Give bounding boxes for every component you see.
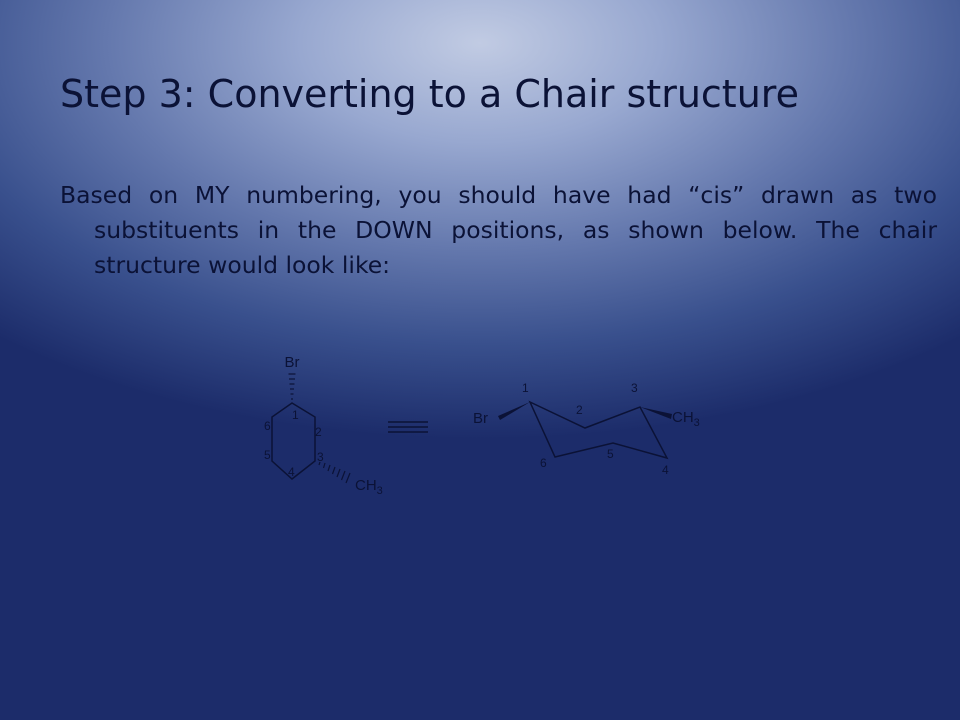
flat-number-5: 5 xyxy=(264,448,271,462)
equivalence-symbol xyxy=(388,422,428,432)
hashed-bond-c1-br xyxy=(289,374,296,399)
wedge-bond-c1-br xyxy=(498,402,530,420)
flat-number-4: 4 xyxy=(288,465,295,479)
chair-br-label: Br xyxy=(473,410,488,427)
chair-number-6: 6 xyxy=(540,456,547,470)
chair-number-5: 5 xyxy=(607,447,614,461)
chair-ch3-label: $CH_3$ xyxy=(672,409,700,429)
slide-title: Step 3: Converting to a Chair structure xyxy=(60,72,799,116)
hashed-bond-c3-ch3 xyxy=(319,462,350,483)
chair-number-1: 1 xyxy=(522,381,529,395)
flat-ch3-label: $CH_3$ xyxy=(355,477,383,497)
flat-ring-structure xyxy=(264,354,383,497)
chemical-structure-diagram xyxy=(235,343,715,503)
flat-number-6: 6 xyxy=(264,419,271,433)
flat-number-1: 1 xyxy=(292,408,299,422)
slide-paragraph: Based on MY numbering, you should have had “cis” drawn as two substituents in the DOWN positions, as shown below. The chair structure would look like: xyxy=(60,181,937,279)
chair-number-2: 2 xyxy=(576,403,583,417)
flat-br-label: Br xyxy=(284,354,300,371)
chair-number-4: 4 xyxy=(662,463,669,477)
flat-number-3: 3 xyxy=(317,450,324,464)
chair-ring-bonds xyxy=(530,402,667,458)
flat-number-2: 2 xyxy=(315,425,322,439)
chair-number-3: 3 xyxy=(631,381,638,395)
chair-structure xyxy=(473,381,700,477)
